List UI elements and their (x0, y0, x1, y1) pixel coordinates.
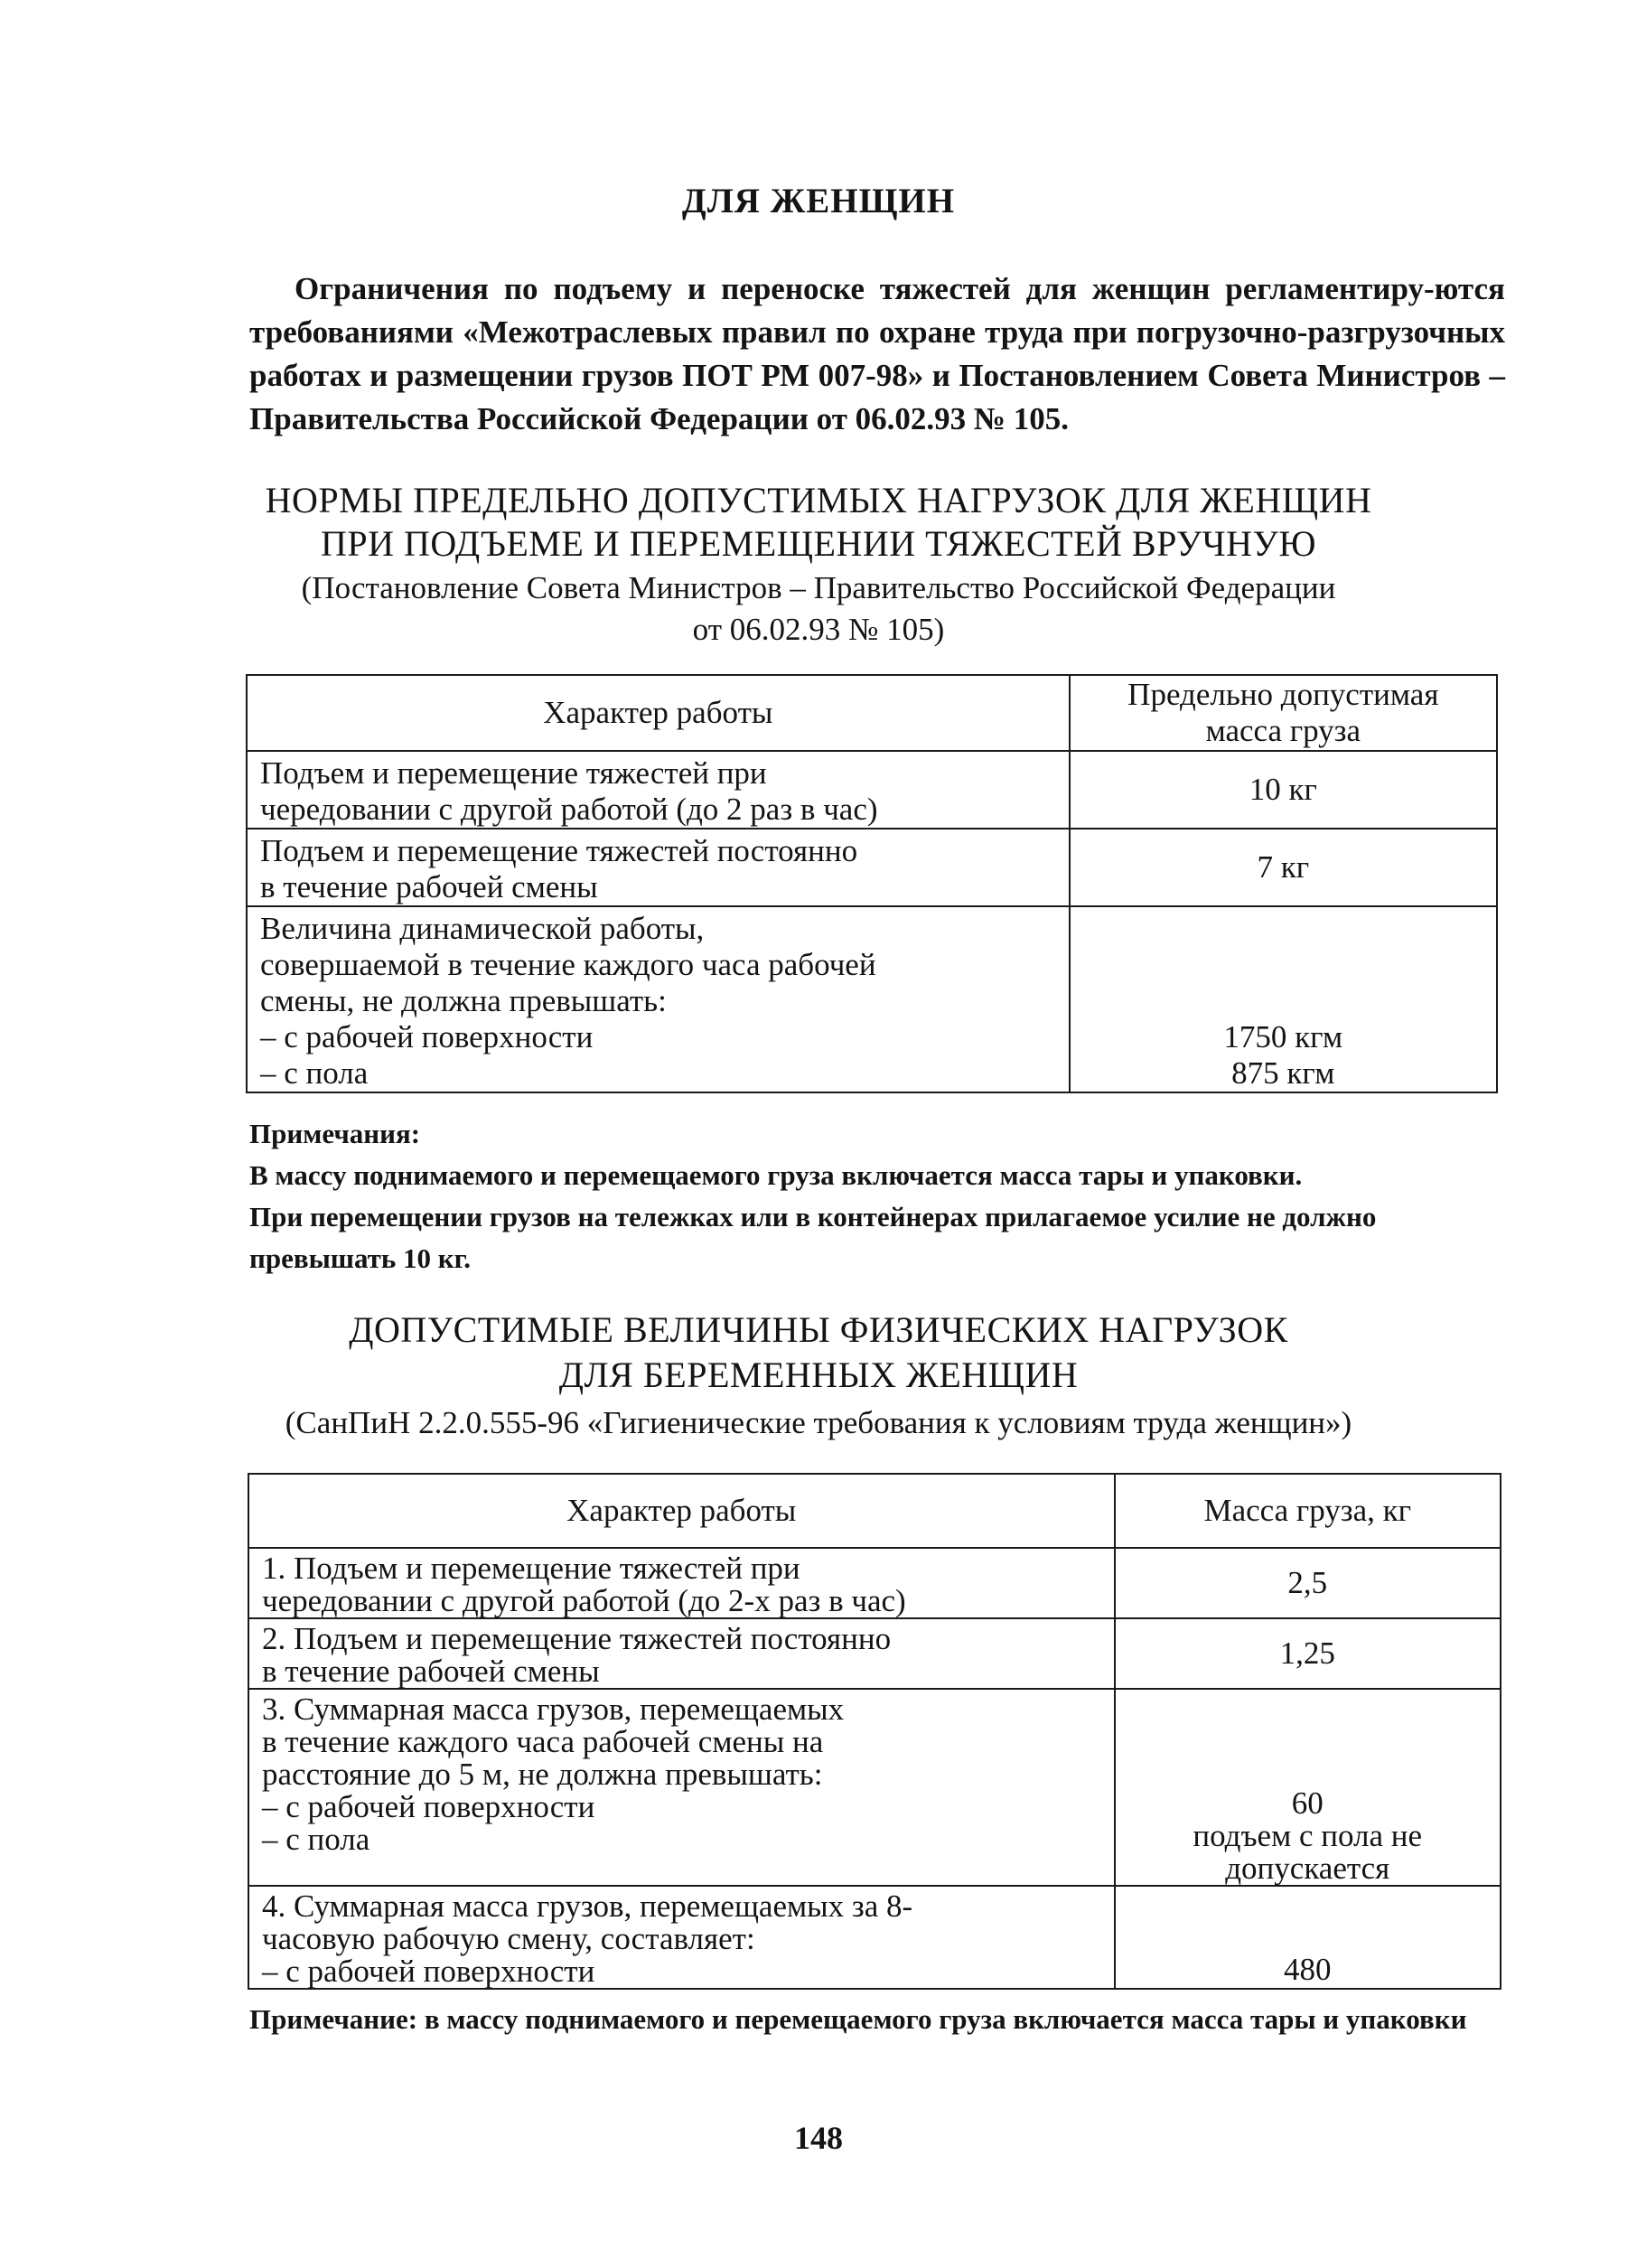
mass-value: 10 кг (1249, 772, 1317, 807)
work-type-cell (248, 1689, 1115, 1886)
cell-line: Подъем и перемещение тяжестей при (260, 755, 767, 791)
column-header-max-mass-line2: масса груза (1205, 713, 1361, 748)
page-title: ДЛЯ ЖЕНЩИН (681, 182, 956, 220)
mass-value: 480 (1284, 1952, 1332, 1987)
section2-heading-line1: ДОПУСТИМЫЕ ВЕЛИЧИНЫ ФИЗИЧЕСКИХ НАГРУЗОК (349, 1309, 1288, 1350)
column-header-mass: Масса груза, кг (1115, 1474, 1501, 1548)
table-row (248, 1689, 1501, 1886)
women-load-norms-table (246, 674, 1498, 1093)
intro-paragraph: Ограничения по подъему и переноске тяжестей для женщин регламентиру-ются требованиями «Межотраслевых правил по охране труда при погрузочно-разгрузочных работах и размещении грузов ПОТ РМ 007-98» и Постановлением Совета Министров – Правительства Российской Федерации от 06.02.93 № 105. (249, 271, 1505, 436)
cell-line: совершаемой в течение каждого часа рабочей (260, 947, 876, 982)
mass-value: подъем с пола не (1193, 1818, 1423, 1853)
work-type-cell (248, 1886, 1115, 1989)
table-row (248, 1618, 1501, 1689)
section2-heading-line2: ДЛЯ БЕРЕМЕННЫХ ЖЕНЩИН (558, 1354, 1079, 1395)
cell-line: смены, не должна превышать: (260, 983, 667, 1018)
mass-value: 60 (1291, 1785, 1324, 1821)
mass-value: допускается (1225, 1851, 1390, 1886)
section1-heading-line1: НОРМЫ ПРЕДЕЛЬНО ДОПУСТИМЫХ НАГРУЗОК ДЛЯ ЖЕНЩИН (265, 480, 1372, 520)
work-type-cell (248, 1548, 1115, 1618)
cell-line: 3. Суммарная масса грузов, перемещаемых (262, 1692, 845, 1727)
work-type-cell (247, 906, 1070, 1092)
work-type-cell (247, 829, 1070, 906)
cell-line: чередовании с другой работой (до 2-х раз в час) (262, 1583, 906, 1618)
mass-value: 1750 кгм (1223, 1019, 1343, 1054)
pregnant-load-table (248, 1473, 1501, 1990)
work-type-cell (248, 1618, 1115, 1689)
table-row (248, 1886, 1501, 1989)
section1-heading-line2: ПРИ ПОДЪЕМЕ И ПЕРЕМЕЩЕНИИ ТЯЖЕСТЕЙ ВРУЧНУЮ (321, 523, 1316, 564)
cell-line: – с рабочей поверхности (262, 1954, 595, 1989)
mass-value-cell (1070, 829, 1497, 906)
mass-value-cell (1070, 751, 1497, 829)
mass-value: 2,5 (1287, 1565, 1328, 1600)
mass-value-cell (1115, 1689, 1501, 1886)
mass-value: 875 кгм (1231, 1055, 1335, 1091)
cell-line: Величина динамической работы, (260, 911, 705, 946)
section2-note: Примечание: в массу поднимаемого и перемещаемого груза включается масса тары и упаковки (249, 2003, 1467, 2035)
cell-line: 2. Подъем и перемещение тяжестей постоянно (262, 1621, 892, 1656)
work-type-cell (247, 751, 1070, 829)
cell-line: – с пола (260, 1055, 369, 1091)
table-row (247, 829, 1497, 906)
mass-value: 1,25 (1279, 1635, 1335, 1671)
mass-value-cell (1070, 906, 1497, 1092)
cell-line: – с пола (262, 1822, 370, 1857)
cell-line: часовую рабочую смену, составляет: (262, 1921, 755, 1956)
cell-line: – с рабочей поверхности (260, 1019, 594, 1054)
table-row (247, 751, 1497, 829)
table-header-row (247, 675, 1497, 751)
table-header-row (248, 1474, 1501, 1548)
column-header-max-mass-line1: Предельно допустимая (1127, 677, 1439, 712)
cell-line: 1. Подъем и перемещение тяжестей при (262, 1551, 800, 1586)
note-item: В массу поднимаемого и перемещаемого груза включается масса тары и упаковки. (249, 1159, 1303, 1191)
cell-line: в течение рабочей смены (260, 869, 598, 904)
cell-line: в течение рабочей смены (262, 1654, 600, 1689)
cell-line: расстояние до 5 м, не должна превышать: (262, 1757, 823, 1792)
note-item: При перемещении грузов на тележках или в контейнерах прилагаемое усилие не должно превышать 10 кг. (249, 1201, 1377, 1274)
page-number: 148 (794, 2120, 843, 2156)
section1-source-line2: от 06.02.93 № 105) (692, 612, 945, 647)
mass-value-cell (1115, 1886, 1501, 1989)
column-header-max-mass (1070, 675, 1497, 751)
section1-notes (249, 1113, 1505, 1279)
cell-line: – с рабочей поверхности (262, 1789, 595, 1824)
column-header-work-type: Характер работы (247, 675, 1070, 751)
section2-source-line: (СанПиН 2.2.0.555-96 «Гигиенические требования к условиям труда женщин») (285, 1405, 1352, 1440)
table-row (247, 906, 1497, 1092)
cell-line: 4. Суммарная масса грузов, перемещаемых за 8- (262, 1888, 913, 1924)
table-row (248, 1548, 1501, 1618)
notes-title: Примечания: (249, 1118, 421, 1149)
section1-source-line1: (Постановление Совета Министров – Правительство Российской Федерации (301, 570, 1336, 605)
cell-line: в течение каждого часа рабочей смены на (262, 1724, 824, 1759)
mass-value: 7 кг (1257, 849, 1310, 885)
column-header-work-type: Характер работы (248, 1474, 1115, 1548)
cell-line: чередовании с другой работой (до 2 раз в час) (260, 792, 878, 827)
cell-line: Подъем и перемещение тяжестей постоянно (260, 833, 858, 868)
mass-value-cell (1115, 1618, 1501, 1689)
mass-value-cell (1115, 1548, 1501, 1618)
